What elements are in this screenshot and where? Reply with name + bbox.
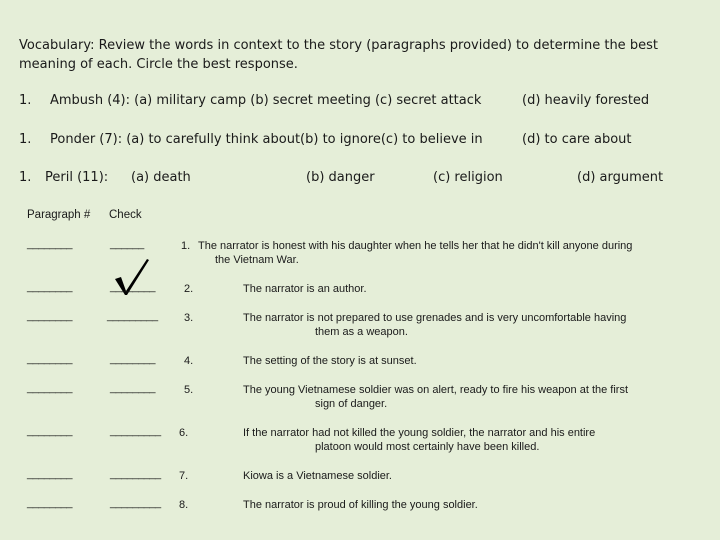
paragraph-column-header: Paragraph # [27, 209, 91, 221]
question-1-prompt: Ambush (4): (a) military camp (b) secret meeting (c) secret attack [50, 93, 482, 108]
statement-5-line1: The young Vietnamese soldier was on alert, ready to fire his weapon at the first [243, 384, 629, 396]
statement-1-line1: The narrator is honest with his daughter when he tells her that he didn't kill anyone during [198, 240, 633, 252]
paragraph-blank-3[interactable]: ________ [27, 310, 72, 322]
paragraph-blank-5[interactable]: ________ [27, 382, 72, 394]
check-column-header: Check [109, 209, 142, 221]
question-3-number: 1. [19, 170, 32, 185]
check-blank-6[interactable]: _________ [110, 425, 161, 437]
statement-1-number: 1. [181, 240, 191, 252]
paragraph-blank-2[interactable]: ________ [27, 281, 72, 293]
statement-3 [243, 311, 626, 339]
statement-2-number: 2. [184, 283, 194, 295]
check-blank-4[interactable]: ________ [110, 353, 155, 365]
statement-6-line2: platoon would most certainly have been killed. [315, 441, 540, 453]
question-3-prompt: Peril (11): [45, 170, 109, 185]
statement-4-number: 4. [184, 355, 194, 367]
statement-8: The narrator is proud of killing the young soldier. [243, 499, 478, 511]
check-blank-1[interactable]: ______ [110, 238, 144, 250]
check-blank-7[interactable]: _________ [110, 468, 161, 480]
instructions: Vocabulary: Review the words in context to the story (paragraphs provided) to determine the best meaning of each. Circle the best response. [19, 38, 658, 72]
question-3-option-b: (b) danger [306, 170, 375, 185]
statement-4: The setting of the story is at sunset. [243, 355, 417, 367]
statement-5-number: 5. [184, 384, 194, 396]
question-3-option-a: (a) death [131, 170, 191, 185]
paragraph-blank-7[interactable]: ________ [27, 468, 72, 480]
statement-6-number: 6. [179, 427, 189, 439]
statement-7-number: 7. [179, 470, 189, 482]
paragraph-blank-6[interactable]: ________ [27, 425, 72, 437]
question-3-option-d: (d) argument [577, 170, 664, 185]
statement-3-line2: them as a weapon. [315, 326, 408, 338]
check-blank-8[interactable]: _________ [110, 497, 161, 509]
paragraph-blank-1[interactable]: ________ [27, 238, 72, 250]
statement-3-number: 3. [184, 312, 194, 324]
statement-5 [243, 383, 628, 411]
statement-1 [198, 239, 632, 267]
paragraph-blank-8[interactable]: ________ [27, 497, 72, 509]
question-1-option-d: (d) heavily forested [522, 93, 650, 108]
statement-7: Kiowa is a Vietnamese soldier. [243, 470, 392, 482]
statement-2: The narrator is an author. [243, 283, 367, 295]
question-2-option-d: (d) to care about [522, 132, 632, 147]
paragraph-blank-4[interactable]: ________ [27, 353, 72, 365]
check-blank-5[interactable]: ________ [110, 382, 155, 394]
statement-6 [243, 426, 595, 454]
statement-6-line1: If the narrator had not killed the young soldier, the narrator and his entire [243, 427, 596, 439]
question-2-number: 1. [19, 132, 32, 147]
check-blank-2[interactable]: ________ [110, 281, 155, 293]
statement-3-line1: The narrator is not prepared to use grenades and is very uncomfortable having [243, 312, 627, 324]
statement-1-line2: the Vietnam War. [215, 254, 299, 266]
question-1-number: 1. [19, 93, 32, 108]
question-3-option-c: (c) religion [433, 170, 503, 185]
statement-8-number: 8. [179, 499, 189, 511]
statement-5-line2: sign of danger. [315, 398, 388, 410]
check-blank-3[interactable]: _________ [107, 310, 158, 322]
question-2-prompt: Ponder (7): (a) to carefully think about(b) to ignore(c) to believe in [50, 132, 483, 147]
